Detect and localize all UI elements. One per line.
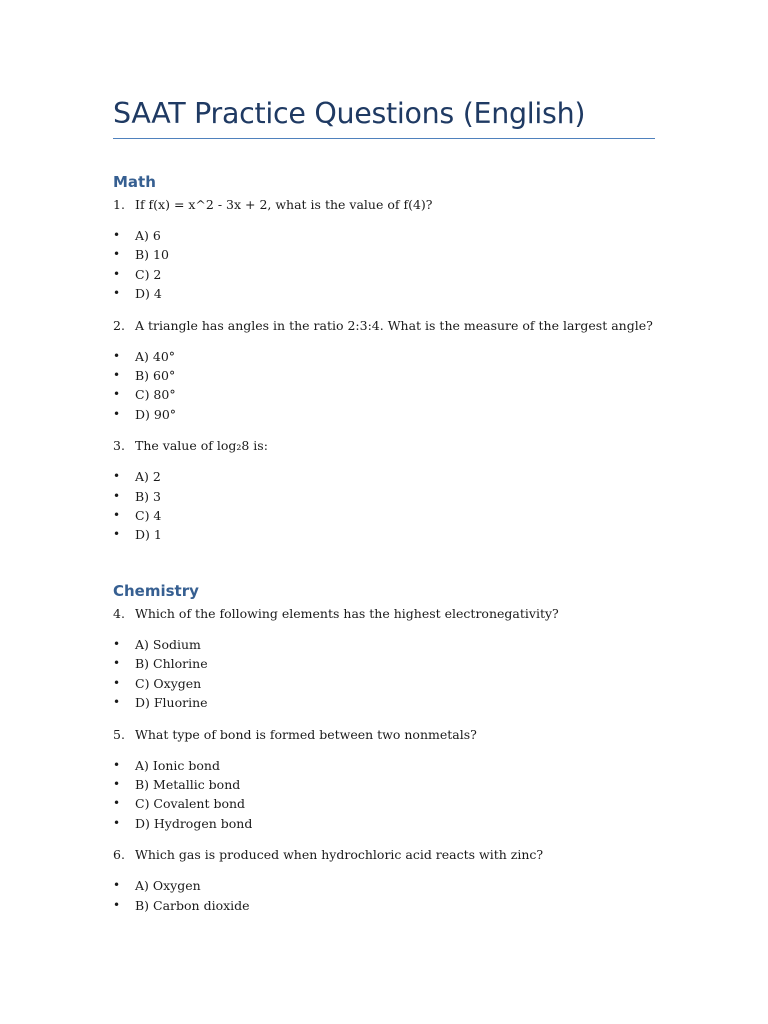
options-list — [113, 876, 655, 915]
option-item: • A) Oxygen — [113, 876, 655, 895]
bullet-icon: • — [113, 508, 121, 523]
title-underline — [113, 138, 655, 139]
question-text: The value of log₂8 is: — [135, 438, 268, 454]
bullet-icon: • — [113, 266, 121, 281]
option-item: • D) Fluorine — [113, 693, 655, 712]
options-list — [113, 635, 655, 713]
question-text: If f(x) = x^2 - 3x + 2, what is the value of f(4)? — [135, 197, 433, 212]
bullet-icon: • — [113, 815, 121, 830]
option-item: • B) 10 — [113, 245, 655, 264]
bullet-icon: • — [113, 387, 121, 402]
bullet-icon: • — [113, 348, 121, 363]
bullet-icon: • — [113, 675, 121, 690]
question-number: 6. — [113, 847, 125, 863]
question-text: Which gas is produced when hydrochloric acid reacts with zinc? — [135, 847, 544, 863]
bullet-icon: • — [113, 777, 121, 792]
option-item: • A) 2 — [113, 467, 655, 486]
options-list — [113, 756, 655, 834]
question-3 — [113, 438, 655, 454]
options-list — [113, 226, 655, 304]
option-item: • C) 80° — [113, 385, 655, 404]
option-item: • B) Chlorine — [113, 654, 655, 673]
question-text: Which of the following elements has the highest electronegativity? — [135, 606, 559, 621]
question-5 — [113, 727, 655, 743]
question-1 — [113, 197, 655, 213]
bullet-icon: • — [113, 247, 121, 262]
bullet-icon: • — [113, 878, 121, 893]
option-item: • A) 6 — [113, 226, 655, 245]
bullet-icon: • — [113, 897, 121, 912]
option-item: • C) 2 — [113, 265, 655, 284]
option-item: • D) 1 — [113, 525, 655, 544]
section-math — [113, 172, 655, 545]
bullet-icon: • — [113, 757, 121, 772]
bullet-icon: • — [113, 228, 121, 242]
bullet-icon: • — [113, 695, 121, 710]
options-list — [113, 467, 655, 545]
section-heading-chemistry: Chemistry — [113, 582, 199, 600]
question-number: 3. — [113, 438, 125, 454]
option-item: • C) 4 — [113, 506, 655, 525]
question-text: A triangle has angles in the ratio 2:3:4. What is the measure of the largest angle? — [135, 317, 653, 333]
question-number: 2. — [113, 317, 125, 333]
bullet-icon: • — [113, 286, 121, 301]
option-item: • A) Sodium — [113, 635, 655, 654]
section-heading-math: Math — [113, 173, 156, 191]
question-6 — [113, 847, 655, 863]
option-item: • C) Oxygen — [113, 674, 655, 693]
option-item: • A) Ionic bond — [113, 756, 655, 775]
options-list — [113, 347, 655, 425]
option-item: • A) 40° — [113, 347, 655, 366]
bullet-icon: • — [113, 488, 121, 503]
option-item: • C) Covalent bond — [113, 794, 655, 813]
option-item: • B) 3 — [113, 487, 655, 506]
option-item: • B) 60° — [113, 366, 655, 385]
question-number: 4. — [113, 606, 125, 621]
bullet-icon: • — [113, 406, 121, 421]
question-2 — [113, 318, 655, 334]
question-text: What type of bond is formed between two nonmetals? — [135, 726, 477, 742]
option-item: • D) 4 — [113, 284, 655, 303]
section-chemistry — [113, 581, 655, 915]
bullet-icon: • — [113, 796, 121, 811]
question-4 — [113, 606, 655, 622]
bullet-icon: • — [113, 527, 121, 542]
document-title: SAAT Practice Questions (English) — [113, 97, 586, 130]
bullet-icon: • — [113, 637, 121, 651]
document-page — [113, 96, 655, 913]
question-number: 5. — [113, 726, 125, 742]
option-item: • B) Carbon dioxide — [113, 896, 655, 915]
option-item: • B) Metallic bond — [113, 775, 655, 794]
option-item: • D) 90° — [113, 405, 655, 424]
bullet-icon: • — [113, 469, 121, 484]
question-number: 1. — [113, 197, 125, 212]
option-item: • D) Hydrogen bond — [113, 814, 655, 833]
bullet-icon: • — [113, 368, 121, 383]
bullet-icon: • — [113, 656, 121, 671]
